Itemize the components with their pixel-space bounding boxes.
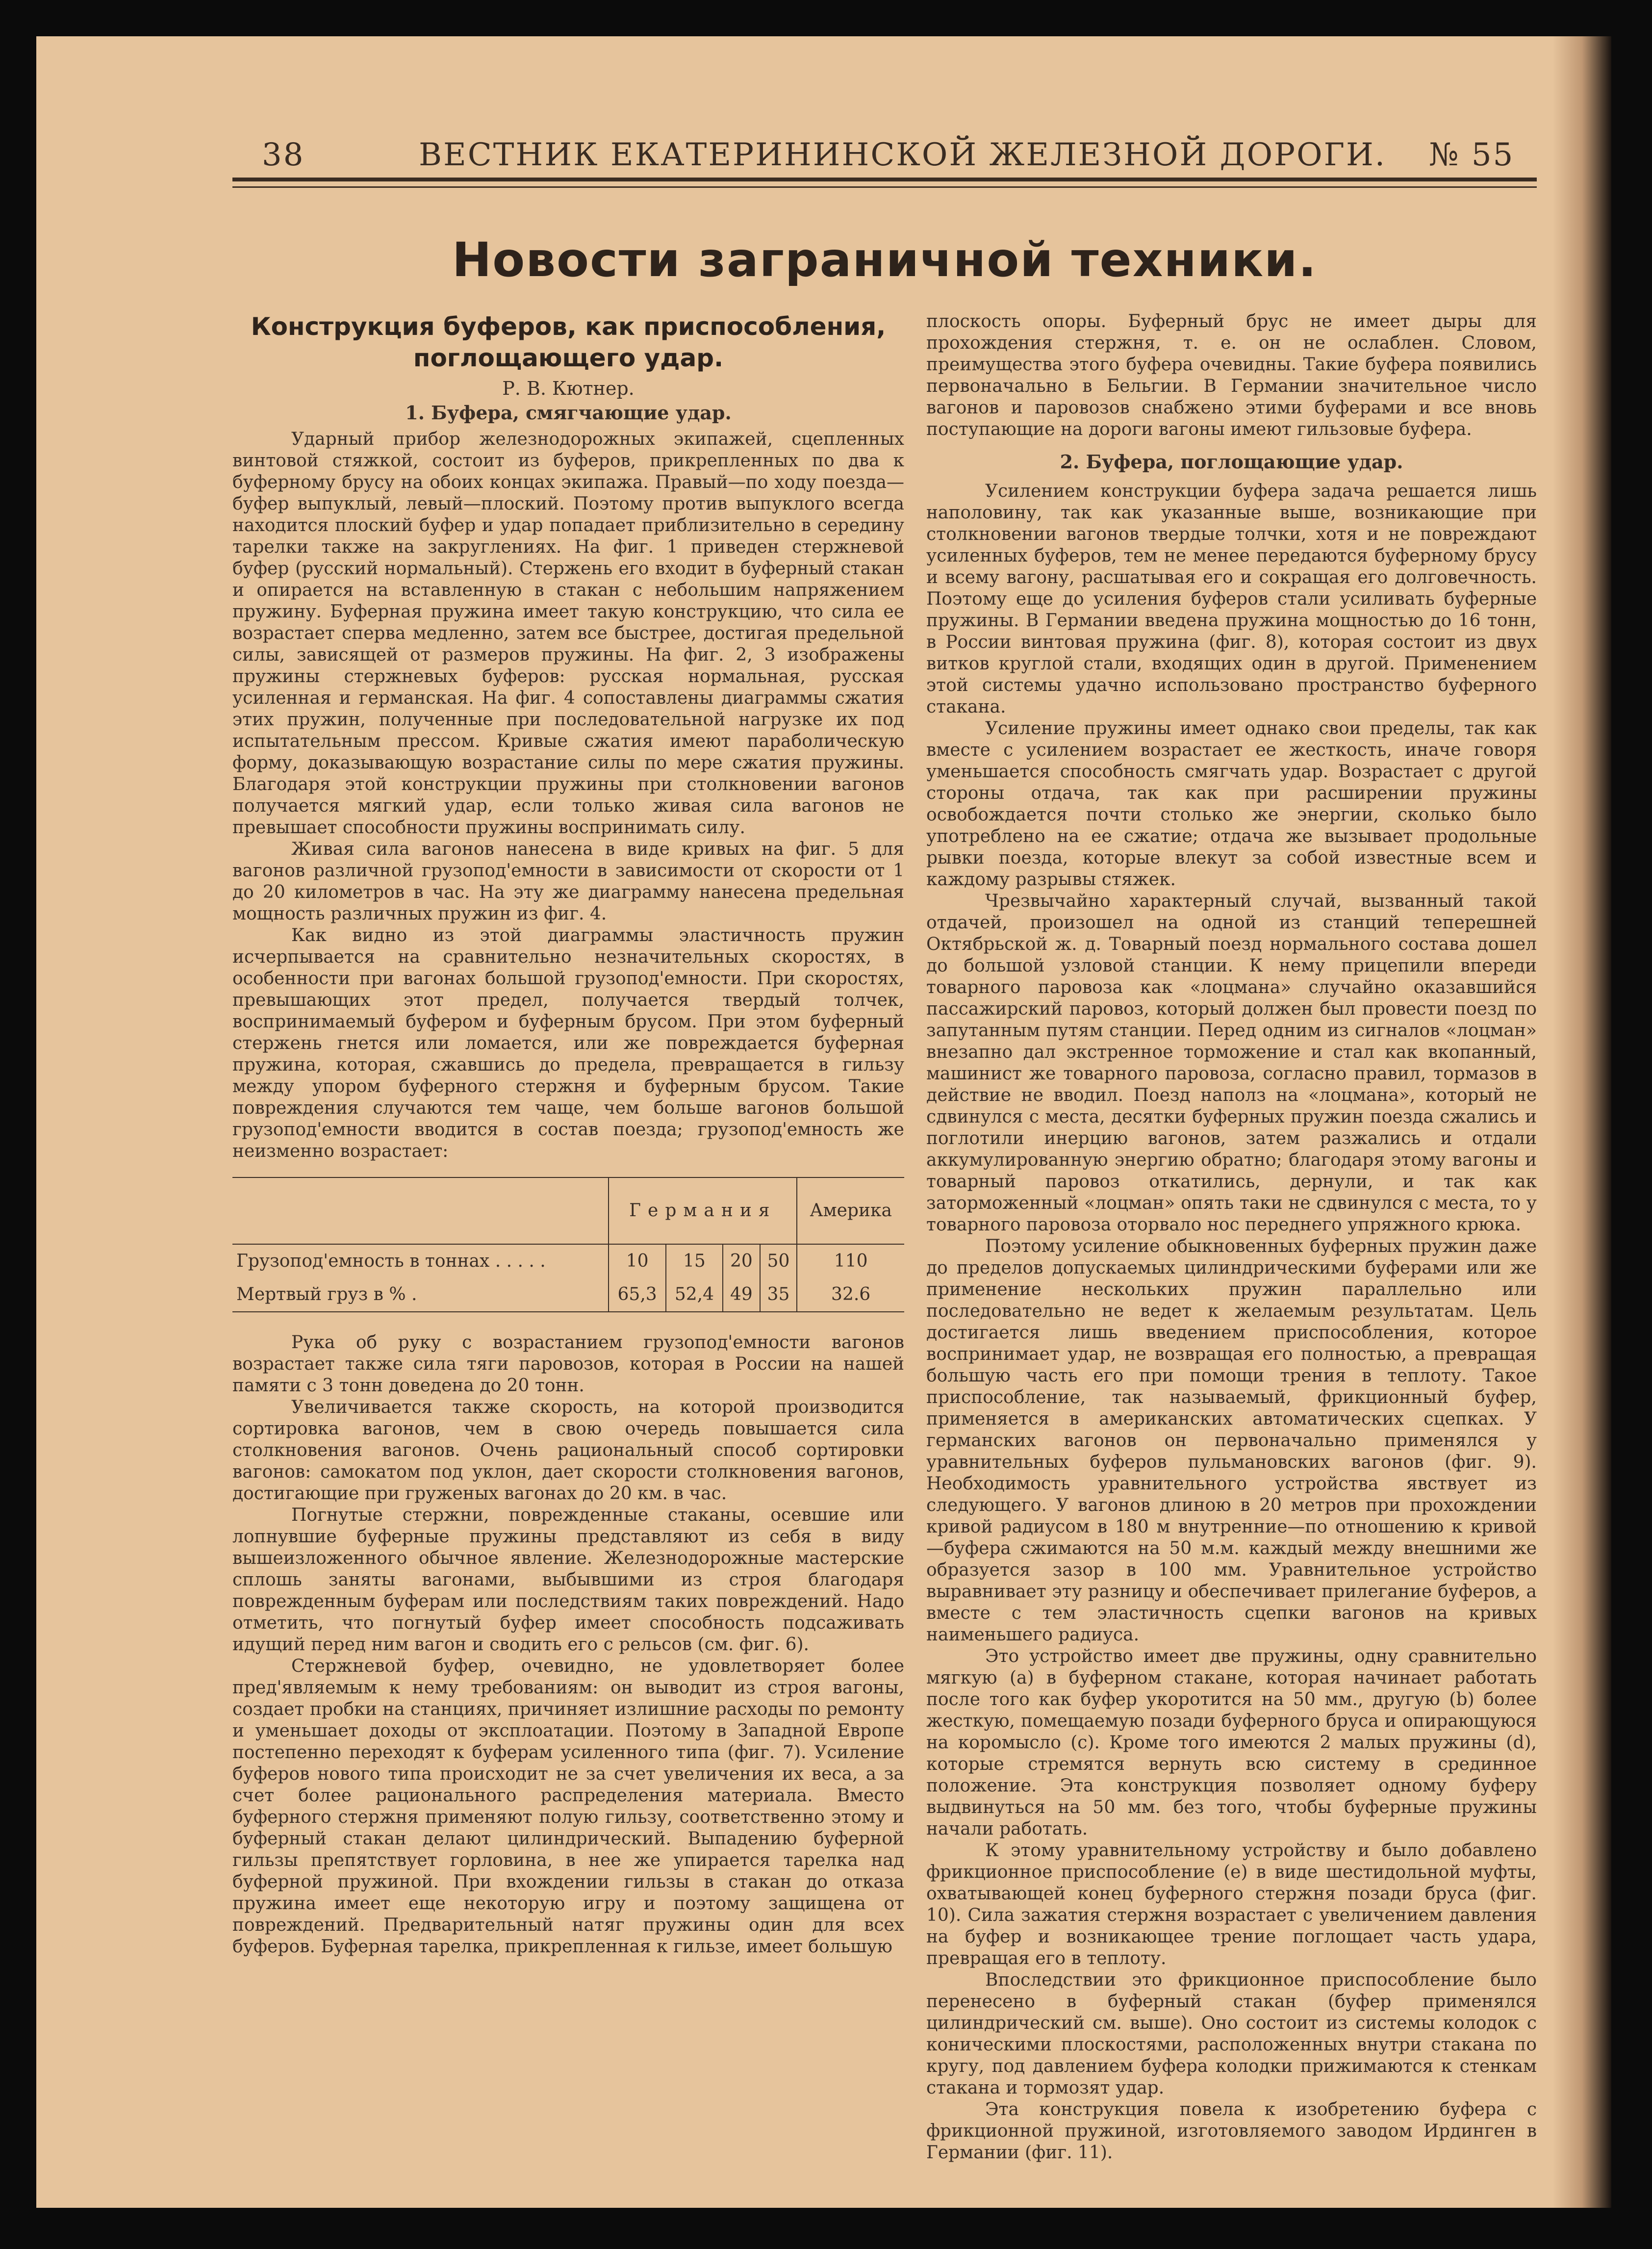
table-cell: 35 [760,1278,797,1312]
article-title-line-1: Конструкция буферов, как приспособления, [251,312,886,341]
paragraph: Эта конструкция повела к изобретению буфера с фрикционной пружиной, изготовляемого заводом Ирдинген в Германии (фиг. 11). [926,2099,1537,2163]
paragraph: Увеличивается также скорость, на которой производится сортировка вагонов, чем в свою очередь повышается сила столкновения вагонов. Очень рациональный способ сортировки вагонов: самокатом под уклон, дает скорости столкновения вагонов, достигающие при груженых вагонах до 20 км. в час. [232,1397,904,1504]
paragraph: К этому уравнительному устройству и было добавлено фрикционное приспособление (e) в виде шестидольной муфты, охватывающей конец буферного стержня позади бруса (фиг. 10). Сила зажатия стержня возрастает с увеличением давления на буфер и возникающее трение поглощает часть удара, превращая его в теплоту. [926,1840,1537,1968]
left-column [232,311,904,1958]
section-heading: Новости заграничной техники. [452,232,1318,287]
article-title [232,311,904,374]
table-cell: 65,3 [609,1278,665,1312]
article-author: Р. В. Кютнер. [502,378,635,399]
table-row [232,1244,904,1278]
table-cell: 52,4 [666,1278,723,1312]
table-row-label: Мертвый груз в % . [232,1278,609,1312]
paragraph: Ударный прибор железнодорожных экипажей, сцепленных винтовой стяжкой, состоит из буферов, прикрепленных по два к буферному брусу на обоих концах экипажа. Правый—по ходу поезда—буфер выпуклый, левый—плоский. Поэтому против выпуклого всегда находится плоский буфер и удар попадает приблизительно в середину тарелки также на закруглениях. На фиг. 1 приведен стержневой буфер (русский нормальный). Стержень его входит в буферный стакан и опирается на вставленную в стакан с небольшим напряжением пружину. Буферная пружина имеет такую конструкцию, что сила ее возрастает сперва медленно, затем все быстрее, достигая предельной силы, зависящей от размеров пружины. На фиг. 2, 3 изображены пружины стержневых буферов: русская нормальная, русская усиленная и германская. На фиг. 4 сопоставлены диаграммы сжатия этих пружин, полученные при последовательной нагрузке их под испытательным прессом. Кривые сжатия имеют параболическую форму, доказывающую возрастание силы по мере сжатия пружины. Благодаря этой конструкции пружины при столкновении вагонов получается мягкий удар, если только живая сила вагонов не превышает способности пружины воспринимать силу. [232,429,904,838]
paragraph: Рука об руку с возрастанием грузопод'емности вагонов возрастает также сила тяги паровозов, которая в России на нашей памяти с 3 тонн доведена до 20 тонн. [232,1332,904,1396]
paragraph: Чрезвычайно характерный случай, вызванный такой отдачей, произошел на одной из станций теперешней Октябрьской ж. д. Товарный поезд нормального состава дошел до большой узловой станции. К нему прицепили впереди товарного паровоза как «лоцмана» случайно оказавшийся пассажирский паровоз, который должен был провести поезд по запутанным путям станции. Перед одним из сигналов «лоцман» внезапно дал экстренное торможение и стал как вкопанный, машинист же товарного паровоза, согласно правил, тормазов в действие не вводил. Поезд наполз на «лоцмана», который не сдвинулся с места, десятки буферных пружин поезда сжались и поглотили инерцию вагонов, затем разжались и отдали аккумулированную энергию обратно; благодаря этому вагоны и товарный паровоз откатились, дернули, и так как заторможенный «лоцман» опять таки не сдвинулся с места, то у товарного паровоза оторвало нос переднего упряжного крюка. [926,891,1537,1235]
paragraph: Усилением конструкции буфера задача решается лишь наполовину, так как указанные выше, возникающие при столкновении вагонов твердые толчки, хотя и не повреждают усиленных буферов, тем не менее передаются буферному брусу и всему вагону, расшатывая его и сокращая его долговечность. Поэтому еще до усиления буферов стали усиливать буферные пружины. В Германии введена пружина мощностью до 16 тонн, в России винтовая пружина (фиг. 8), которая состоит из двух витков круглой стали, входящих один в другой. Применением этой системы удачно использовано пространство буферного стакана. [926,481,1537,717]
table-row-label: Грузопод'емность в тоннах . . . . . [236,1251,546,1271]
table-row [232,1278,904,1312]
paragraph-continuation: плоскость опоры. Буферный брус не имеет дыры для прохождения стержня, т. е. он не ослаблен. Словом, преимущества этого буфера очевидны. Такие буфера появились первоначально в Бельгии. В Германии значительное число вагонов и паровозов снабжено этими буферами и все вновь поступающие на дороги вагоны имеют гильзовые буфера. [926,311,1537,439]
paragraph: Как видно из этой диаграммы эластичность пружин исчерпывается на сравнительно незначительных скоростях, в особенности при вагонах большой грузопод'емности. При скоростях, превышающих этот предел, получается твердый толчек, воспринимаемый буфером и буферным брусом. При этом буферный стержень гнется или ломается, или же повреждается буферная пружина, которая, сжавшись до предела, превращается в гильзу между упором буферного стержня и буферным брусом. Такие повреждения случаются тем чаще, чем больше вагонов большой грузопод'емности вводится в состав поезда; грузопод'емность же неизменно возрастает: [232,925,904,1161]
journal-page [36,36,1611,2208]
table-corner [232,1177,609,1244]
table-group-germany: Германия [609,1177,797,1244]
paragraph: Стержневой буфер, очевидно, не удовлетворяет более пред'являемым к нему требованиям: он выводит из строя вагоны, создает пробки на станциях, причиняет излишние расходы по ремонту и уменьшает доходы от эксплоатации. Поэтому в Западной Европе постепенно переходят к буферам усиленного типа (фиг. 7). Усиление буферов нового типа происходит не за счет увеличения их веса, а за счет более рационального распределения материала. Вместо буферного стержня применяют полую гильзу, соответственно этому и буферный стакан делают цилиндрический. Выпадению буферной гильзы препятствует горловина, в нее же упирается тарелка над буферной пружиной. При вхождении гильзы в стакан до отказа пружина имеет еще некоторую игру и поэтому защищена от повреждений. Предварительный натяг пружины один для всех буферов. Буферная тарелка, прикрепленная к гильзе, имеет большую [232,1656,904,1957]
page-number: 38 [262,137,305,173]
journal-title: ВЕСТНИК ЕКАТЕРИНИНСКОЙ ЖЕЛЕЗНОЙ ДОРОГИ. [419,137,1387,173]
header-rule-thin [232,186,1537,188]
paragraph: Живая сила вагонов нанесена в виде кривых на фиг. 5 для вагонов различной грузопод'емности в зависимости от скорости от 1 до 20 километров в час. На эту же диаграмму нанесена предельная мощность различных пружин из фиг. 4. [232,839,904,924]
right-column [926,311,1537,2164]
table-cell: 20 [723,1244,760,1278]
table-header-row [232,1177,904,1244]
subsection-2-title: 2. Буфера, поглощающие удар. [1060,451,1403,473]
table-cell: 50 [760,1244,797,1278]
table-group-america: Америка [797,1177,904,1244]
header-rule-thick [232,178,1537,181]
table-cell: 110 [797,1244,904,1278]
table-cell: 32.6 [797,1278,904,1312]
table-cell: 49 [723,1278,760,1312]
subsection-1-title: 1. Буфера, смягчающие удар. [405,402,732,424]
page-spine-shadow [1552,36,1611,2208]
issue-number: № 55 [1429,137,1515,173]
capacity-table [232,1177,904,1312]
paragraph: Впоследствии это фрикционное приспособление было перенесено в буферный стакан (буфер применялся цилиндрический см. выше). Оно состоит из системы колодок с коническими плоскостями, расположенных внутри стакана по кругу, под давлением буфера колодки прижимаются к стенкам стакана и тормозят удар. [926,1970,1537,2098]
paragraph: Погнутые стержни, поврежденные стаканы, осевшие или лопнувшие буферные пружины представляют из себя в виду вышеизложенного обычное явление. Железнодорожные мастерские сплошь заняты вагонами, выбывшими из строя благодаря поврежденным буферам или последствиям таких повреждений. Надо отметить, что погнутый буфер имеет способность подсаживать идущий перед ним вагон и сводить его с рельсов (см. фиг. 6). [232,1505,904,1655]
table-cell: 10 [609,1244,665,1278]
paragraph: Усиление пружины имеет однако свои пределы, так как вместе с усилением возрастает ее жесткость, иначе говоря уменьшается способность смягчать удар. Возрастает с другой стороны отдача, так как при расширении пружины освобождается почти столько же энергии, сколько было употреблено на ее сжатие; отдача же вызывает продольные рывки поезда, которые влекут за собой известные всем и каждому разрывы стяжек. [926,718,1537,890]
table-cell: 15 [666,1244,723,1278]
paragraph: Это устройство имеет две пружины, одну сравнительно мягкую (a) в буферном стакане, которая начинает работать после того как буфер укоротится на 50 мм., другую (b) более жесткую, помещаемую позади буферного бруса и опирающуюся на коромысло (c). Кроме того имеются 2 малых пружины (d), которые стремятся вернуть всю систему в срединное положение. Эта конструкция позволяет одному буферу выдвинуться на 50 мм. без того, чтобы буферные пружины начали работать. [926,1646,1537,1839]
paragraph: Поэтому усиление обыкновенных буферных пружин даже до пределов допускаемых цилиндрическими буферами или же применение нескольких пружин параллельно или последовательно не ведет к желаемым результатам. Цель достигается лишь введением приспособления, которое воспринимает удар, не возвращая его полностью, а превращая большую часть его при помощи трения в теплоту. Такое приспособление, так называемый, фрикционный буфер, применяется в американских автоматических сцепках. У германских вагонов он первоначально применялся у уравнительных буферов пульмановских вагонов (фиг. 9). Необходимость уравнительного устройства явствует из следующего. У вагонов длиною в 20 метров при прохождении кривой радиусом в 180 м внутренние—по отношению к кривой—буфера сжимаются на 50 м.м. каждый между внешними же образуется зазор в 100 мм. Уравнительное устройство выравнивает эту разницу и обеспечивает прилегание буферов, а вместе с тем эластичность сцепки вагонов на кривых наименьшего радиуса. [926,1236,1537,1645]
running-header [36,137,1611,215]
article-title-line-2: поглощающего удар. [413,344,724,372]
